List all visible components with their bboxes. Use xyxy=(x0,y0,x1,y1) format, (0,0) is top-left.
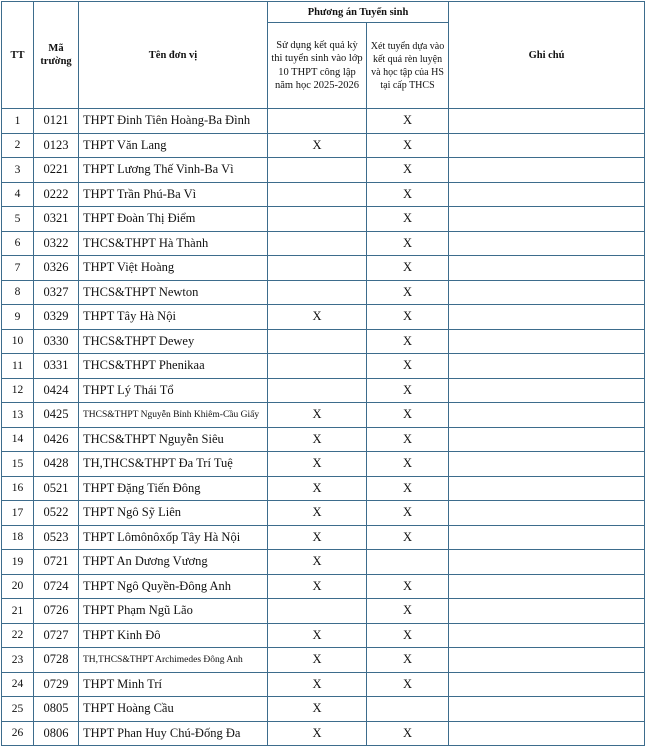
option-exam-mark: X xyxy=(268,403,367,428)
note-cell xyxy=(449,133,645,158)
option-review-mark: X xyxy=(367,158,449,183)
table-row xyxy=(2,599,645,624)
school-name: THPT Tây Hà Nội xyxy=(79,305,268,330)
option-review-mark: X xyxy=(367,305,449,330)
option-exam-mark: X xyxy=(268,501,367,526)
row-number: 9 xyxy=(2,305,34,330)
note-cell xyxy=(449,109,645,134)
option-review-mark: X xyxy=(367,525,449,550)
table-row xyxy=(2,231,645,256)
school-code: 0806 xyxy=(34,721,79,746)
option-exam-mark: X xyxy=(268,672,367,697)
header-tt: TT xyxy=(2,2,34,109)
table-row xyxy=(2,672,645,697)
table-row xyxy=(2,354,645,379)
row-number: 8 xyxy=(2,280,34,305)
option-exam-mark xyxy=(268,280,367,305)
option-review-mark: X xyxy=(367,378,449,403)
table-row xyxy=(2,697,645,722)
note-cell xyxy=(449,207,645,232)
admission-table xyxy=(1,1,645,746)
school-name: THPT Trần Phú-Ba Vì xyxy=(79,182,268,207)
note-cell xyxy=(449,550,645,575)
option-exam-mark: X xyxy=(268,525,367,550)
header-ten-don-vi: Tên đơn vị xyxy=(79,2,268,109)
row-number: 22 xyxy=(2,623,34,648)
note-cell xyxy=(449,256,645,281)
option-review-mark: X xyxy=(367,231,449,256)
school-name: THPT Đoàn Thị Điểm xyxy=(79,207,268,232)
table-row xyxy=(2,648,645,673)
row-number: 18 xyxy=(2,525,34,550)
option-review-mark: X xyxy=(367,476,449,501)
note-cell xyxy=(449,648,645,673)
table-row xyxy=(2,427,645,452)
note-cell xyxy=(449,329,645,354)
option-review-mark: X xyxy=(367,574,449,599)
option-exam-mark: X xyxy=(268,574,367,599)
table-row xyxy=(2,256,645,281)
option-exam-mark: X xyxy=(268,648,367,673)
row-number: 15 xyxy=(2,452,34,477)
school-name: TH,THCS&THPT Archimedes Đông Anh xyxy=(79,648,268,673)
table-row xyxy=(2,207,645,232)
school-name: THCS&THPT Dewey xyxy=(79,329,268,354)
table-body xyxy=(2,109,645,746)
school-name: THCS&THPT Nguyễn Bỉnh Khiêm-Cầu Giấy xyxy=(79,403,268,428)
table-row xyxy=(2,721,645,746)
note-cell xyxy=(449,525,645,550)
option-review-mark: X xyxy=(367,452,449,477)
school-code: 0721 xyxy=(34,550,79,575)
option-exam-mark: X xyxy=(268,452,367,477)
header-ghi-chu: Ghi chú xyxy=(449,2,645,109)
row-number: 20 xyxy=(2,574,34,599)
school-code: 0727 xyxy=(34,623,79,648)
table-row xyxy=(2,158,645,183)
school-name: THPT Việt Hoàng xyxy=(79,256,268,281)
note-cell xyxy=(449,697,645,722)
option-exam-mark xyxy=(268,378,367,403)
option-exam-mark: X xyxy=(268,427,367,452)
row-number: 4 xyxy=(2,182,34,207)
school-code: 0330 xyxy=(34,329,79,354)
option-review-mark xyxy=(367,697,449,722)
option-review-mark: X xyxy=(367,182,449,207)
option-exam-mark xyxy=(268,158,367,183)
school-code: 0522 xyxy=(34,501,79,526)
school-name: THPT Ngô Quyền-Đông Anh xyxy=(79,574,268,599)
table-row xyxy=(2,280,645,305)
option-exam-mark xyxy=(268,599,367,624)
row-number: 6 xyxy=(2,231,34,256)
school-name: THPT Phạm Ngũ Lão xyxy=(79,599,268,624)
table-row xyxy=(2,574,645,599)
option-exam-mark xyxy=(268,109,367,134)
option-review-mark: X xyxy=(367,427,449,452)
option-review-mark: X xyxy=(367,672,449,697)
school-name: THPT Kinh Đô xyxy=(79,623,268,648)
school-name: THCS&THPT Newton xyxy=(79,280,268,305)
note-cell xyxy=(449,231,645,256)
school-code: 0331 xyxy=(34,354,79,379)
school-name: THPT An Dương Vương xyxy=(79,550,268,575)
option-review-mark: X xyxy=(367,623,449,648)
note-cell xyxy=(449,672,645,697)
school-code: 0724 xyxy=(34,574,79,599)
table-row xyxy=(2,329,645,354)
row-number: 21 xyxy=(2,599,34,624)
row-number: 3 xyxy=(2,158,34,183)
school-code: 0521 xyxy=(34,476,79,501)
row-number: 16 xyxy=(2,476,34,501)
note-cell xyxy=(449,182,645,207)
option-exam-mark xyxy=(268,329,367,354)
option-review-mark: X xyxy=(367,207,449,232)
header-phuong-an: Phương án Tuyển sinh xyxy=(268,2,449,23)
school-name: THCS&THPT Nguyễn Siêu xyxy=(79,427,268,452)
option-exam-mark: X xyxy=(268,721,367,746)
school-code: 0428 xyxy=(34,452,79,477)
school-code: 0327 xyxy=(34,280,79,305)
row-number: 14 xyxy=(2,427,34,452)
note-cell xyxy=(449,623,645,648)
school-code: 0728 xyxy=(34,648,79,673)
table-row xyxy=(2,525,645,550)
note-cell xyxy=(449,599,645,624)
table-row xyxy=(2,501,645,526)
row-number: 12 xyxy=(2,378,34,403)
option-review-mark: X xyxy=(367,329,449,354)
table-row xyxy=(2,133,645,158)
school-name: THCS&THPT Hà Thành xyxy=(79,231,268,256)
option-exam-mark: X xyxy=(268,305,367,330)
row-number: 24 xyxy=(2,672,34,697)
school-code: 0221 xyxy=(34,158,79,183)
option-review-mark: X xyxy=(367,599,449,624)
note-cell xyxy=(449,501,645,526)
option-exam-mark: X xyxy=(268,623,367,648)
school-name: THPT Ngô Sỹ Liên xyxy=(79,501,268,526)
option-review-mark: X xyxy=(367,721,449,746)
option-exam-mark xyxy=(268,182,367,207)
row-number: 7 xyxy=(2,256,34,281)
option-review-mark: X xyxy=(367,501,449,526)
school-name: THPT Lômônôxốp Tây Hà Nội xyxy=(79,525,268,550)
header-ma-truong: Mã trường xyxy=(34,2,79,109)
school-name: THPT Hoàng Cầu xyxy=(79,697,268,722)
school-name: THPT Đặng Tiến Đông xyxy=(79,476,268,501)
school-code: 0123 xyxy=(34,133,79,158)
option-review-mark: X xyxy=(367,648,449,673)
option-review-mark: X xyxy=(367,109,449,134)
row-number: 17 xyxy=(2,501,34,526)
school-code: 0425 xyxy=(34,403,79,428)
school-name: THPT Phan Huy Chú-Đống Đa xyxy=(79,721,268,746)
table-row xyxy=(2,305,645,330)
table-row xyxy=(2,109,645,134)
table-row xyxy=(2,403,645,428)
note-cell xyxy=(449,427,645,452)
row-number: 1 xyxy=(2,109,34,134)
note-cell xyxy=(449,354,645,379)
table-row xyxy=(2,623,645,648)
note-cell xyxy=(449,378,645,403)
row-number: 25 xyxy=(2,697,34,722)
option-exam-mark: X xyxy=(268,697,367,722)
school-code: 0321 xyxy=(34,207,79,232)
school-code: 0424 xyxy=(34,378,79,403)
school-name: THPT Lương Thế Vinh-Ba Vì xyxy=(79,158,268,183)
school-code: 0523 xyxy=(34,525,79,550)
school-code: 0805 xyxy=(34,697,79,722)
school-code: 0322 xyxy=(34,231,79,256)
row-number: 11 xyxy=(2,354,34,379)
option-exam-mark xyxy=(268,354,367,379)
note-cell xyxy=(449,452,645,477)
school-code: 0121 xyxy=(34,109,79,134)
school-code: 0426 xyxy=(34,427,79,452)
row-number: 5 xyxy=(2,207,34,232)
school-name: THPT Văn Lang xyxy=(79,133,268,158)
option-exam-mark xyxy=(268,256,367,281)
option-review-mark: X xyxy=(367,354,449,379)
option-review-mark: X xyxy=(367,403,449,428)
school-name: THCS&THPT Phenikaa xyxy=(79,354,268,379)
school-code: 0326 xyxy=(34,256,79,281)
table-row xyxy=(2,452,645,477)
row-number: 26 xyxy=(2,721,34,746)
table-row xyxy=(2,550,645,575)
note-cell xyxy=(449,280,645,305)
option-exam-mark: X xyxy=(268,550,367,575)
table-row xyxy=(2,182,645,207)
school-name: THPT Đinh Tiên Hoàng-Ba Đình xyxy=(79,109,268,134)
school-code: 0726 xyxy=(34,599,79,624)
option-review-mark: X xyxy=(367,256,449,281)
option-exam-mark: X xyxy=(268,476,367,501)
table-row xyxy=(2,476,645,501)
school-code: 0329 xyxy=(34,305,79,330)
note-cell xyxy=(449,574,645,599)
row-number: 2 xyxy=(2,133,34,158)
option-review-mark: X xyxy=(367,280,449,305)
option-exam-mark xyxy=(268,231,367,256)
option-exam-mark xyxy=(268,207,367,232)
option-review-mark xyxy=(367,550,449,575)
note-cell xyxy=(449,721,645,746)
school-name: THPT Minh Trí xyxy=(79,672,268,697)
option-exam-mark: X xyxy=(268,133,367,158)
table-row xyxy=(2,378,645,403)
note-cell xyxy=(449,305,645,330)
row-number: 10 xyxy=(2,329,34,354)
school-name: TH,THCS&THPT Đa Trí Tuệ xyxy=(79,452,268,477)
school-code: 0729 xyxy=(34,672,79,697)
school-code: 0222 xyxy=(34,182,79,207)
note-cell xyxy=(449,403,645,428)
note-cell xyxy=(449,476,645,501)
row-number: 13 xyxy=(2,403,34,428)
header-option-review: Xét tuyển dựa vào kết quả rèn luyện và học tập của HS tại cấp THCS xyxy=(367,23,449,109)
header-option-exam: Sử dụng kết quả kỳ thi tuyển sinh vào lớp 10 THPT công lập năm học 2025-2026 xyxy=(268,23,367,109)
row-number: 23 xyxy=(2,648,34,673)
school-name: THPT Lý Thái Tổ xyxy=(79,378,268,403)
row-number: 19 xyxy=(2,550,34,575)
option-review-mark: X xyxy=(367,133,449,158)
note-cell xyxy=(449,158,645,183)
